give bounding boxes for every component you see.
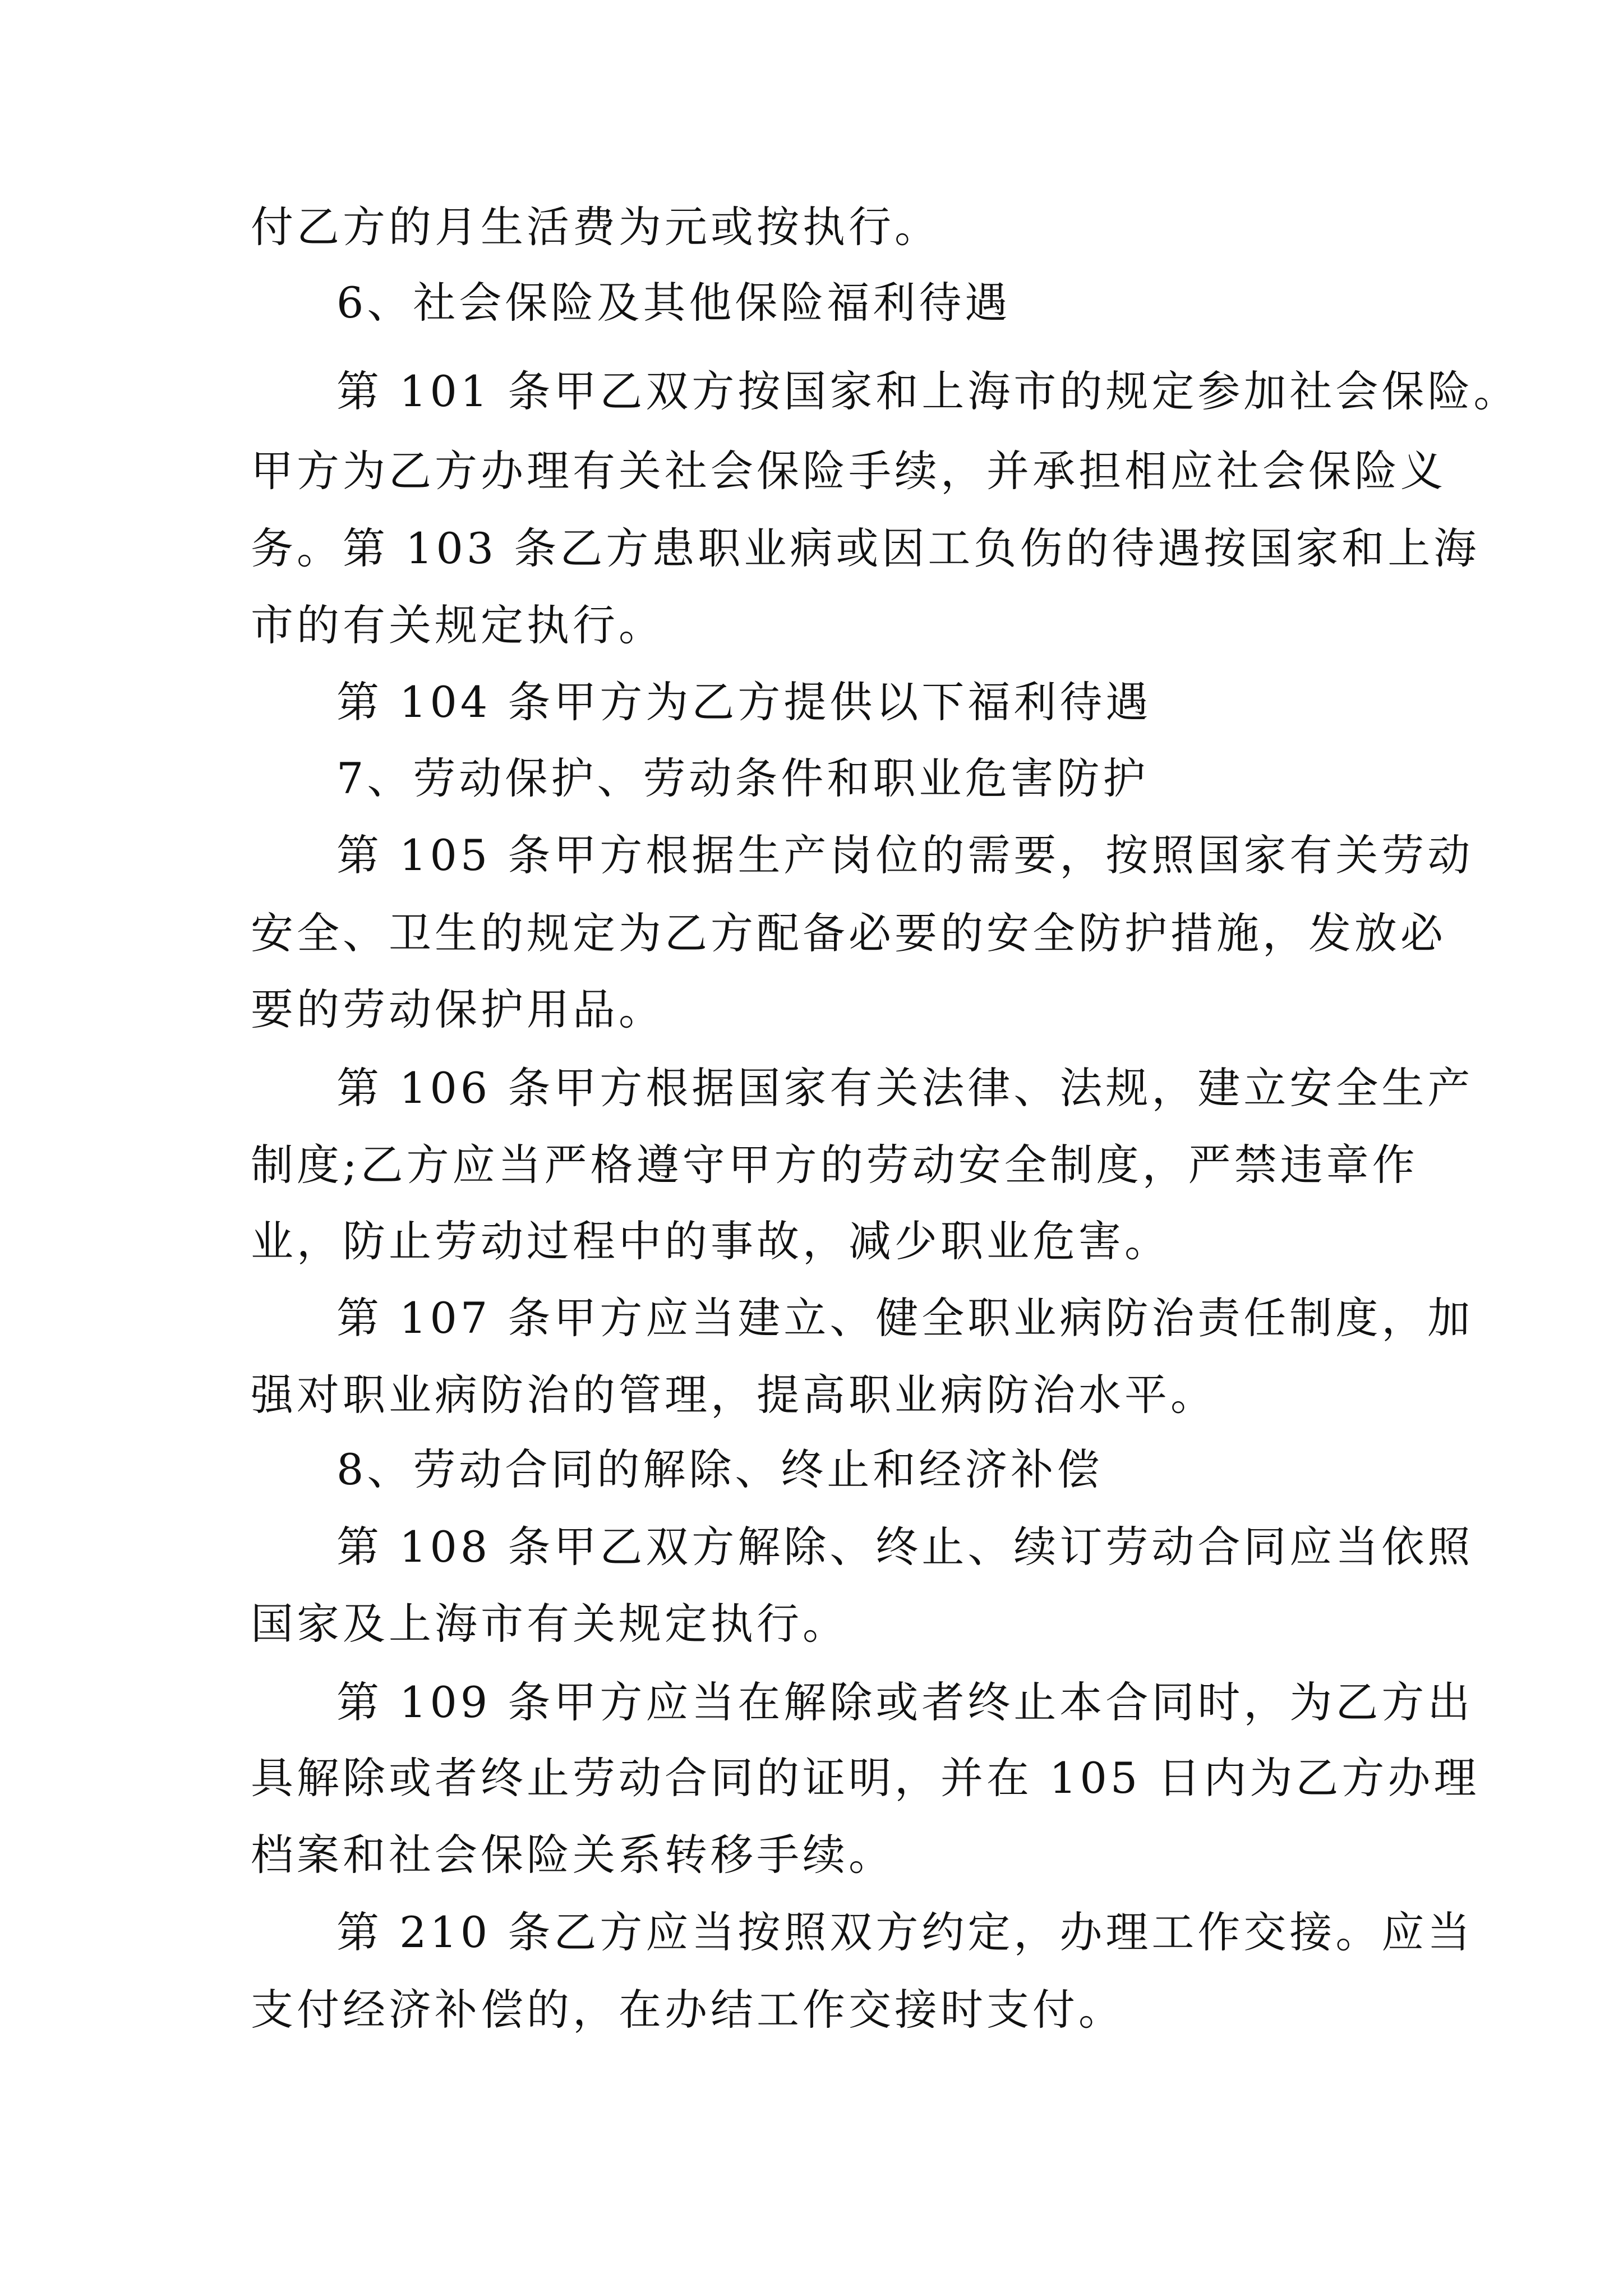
section-heading: 6、社会保险及其他保险福利待遇	[336, 278, 1011, 328]
text-line: 市的有关规定执行。	[251, 600, 665, 650]
section-heading: 7、劳动保护、劳动条件和职业危害防护	[336, 753, 1149, 803]
text-line: 具解除或者终止劳动合同的证明，并在 105 日内为乙方办理	[251, 1753, 1480, 1803]
text-line: 第 108 条甲乙双方解除、终止、续订劳动合同应当依照	[336, 1522, 1474, 1572]
section-heading: 8、劳动合同的解除、终止和经济补偿	[336, 1444, 1103, 1494]
text-line: 付乙方的月生活费为元或按执行。	[251, 202, 940, 252]
text-line: 第 109 条甲方应当在解除或者终止本合同时，为乙方出	[336, 1677, 1474, 1727]
text-line: 第 101 条甲乙双方按国家和上海市的规定参加社会保险。	[336, 366, 1520, 416]
text-line: 第 210 条乙方应当按照双方约定，办理工作交接。应当	[336, 1907, 1474, 1957]
text-line: 安全、卫生的规定为乙方配备必要的安全防护措施，发放必	[251, 908, 1446, 958]
text-line: 务。第 103 条乙方患职业病或因工负伤的待遇按国家和上海	[251, 523, 1480, 573]
text-line: 强对职业病防治的管理，提高职业病防治水平。	[251, 1370, 1216, 1420]
text-line: 档案和社会保险关系转移手续。	[251, 1830, 895, 1880]
text-line: 制度;乙方应当严格遵守甲方的劳动安全制度，严禁违章作	[251, 1140, 1418, 1190]
text-line: 要的劳动保护用品。	[251, 984, 665, 1034]
text-line: 第 106 条甲方根据国家有关法律、法规，建立安全生产	[336, 1063, 1474, 1113]
text-line: 第 107 条甲方应当建立、健全职业病防治责任制度，加	[336, 1293, 1474, 1343]
text-line: 甲方为乙方办理有关社会保险手续，并承担相应社会保险义	[251, 446, 1446, 496]
text-line: 支付经济补偿的，在办结工作交接时支付。	[251, 1985, 1124, 2035]
text-line: 国家及上海市有关规定执行。	[251, 1599, 849, 1649]
text-line: 第 105 条甲方根据生产岗位的需要，按照国家有关劳动	[336, 830, 1474, 880]
text-line: 业，防止劳动过程中的事故，减少职业危害。	[251, 1216, 1170, 1266]
text-line: 第 104 条甲方为乙方提供以下福利待遇	[336, 677, 1152, 727]
